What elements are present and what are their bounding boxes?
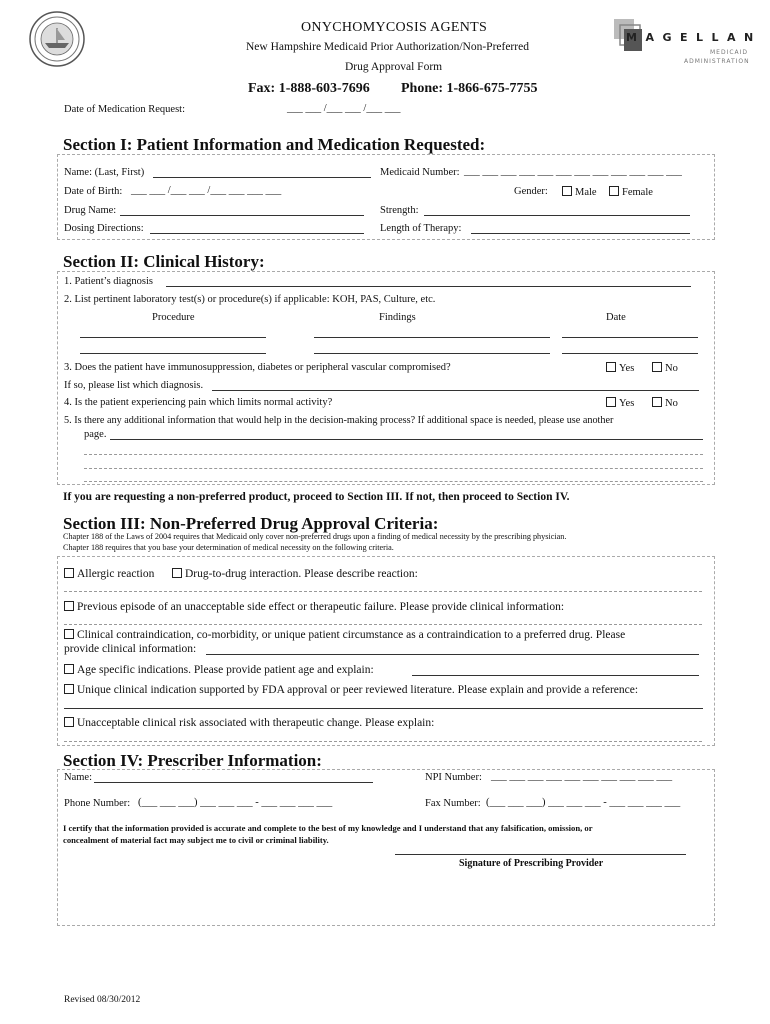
criterion-contraindication[interactable]: Clinical contraindication, co-morbidity, or unique patient circumstance as a contraindication to a preferred drug. Please — [64, 629, 625, 642]
revised-date: Revised 08/30/2012 — [64, 995, 141, 1005]
magellan-logo — [614, 19, 762, 71]
section-3-intro-1: Chapter 188 of the Laws of 2004 requires that Medicaid only cover non-preferred drugs upon a finding of medical necessity by the prescribing physician. — [63, 532, 567, 541]
contraindication-checkbox[interactable] — [64, 629, 74, 639]
q5-field-1[interactable] — [110, 439, 703, 440]
prescriber-fax-label: Fax Number: — [425, 798, 481, 809]
dosing-field[interactable] — [150, 233, 364, 234]
medicaid-number-label: Medicaid Number: — [380, 167, 460, 178]
npi-field[interactable]: ___ ___ ___ ___ ___ ___ ___ ___ ___ ___ — [491, 771, 673, 782]
form-subtitle: New Hampshire Medicaid Prior Authorization/Non-Preferred — [246, 41, 529, 53]
gender-male[interactable]: Male — [562, 186, 597, 199]
q5-page: page. — [84, 429, 107, 440]
age-checkbox[interactable] — [64, 664, 74, 674]
side-effect-checkbox[interactable] — [64, 601, 74, 611]
section-1-title: Section I: Patient Information and Medication Requested: — [63, 135, 486, 154]
clinical-risk-checkbox[interactable] — [64, 717, 74, 727]
criterion-drug-interaction[interactable]: Drug-to-drug interaction. Please describe reaction: — [172, 568, 418, 581]
section-3-title: Section III: Non-Preferred Drug Approval Criteria: — [63, 514, 439, 533]
q4-no[interactable]: No — [652, 397, 678, 410]
prescriber-phone-label: Phone Number: — [64, 798, 131, 809]
col-date: Date — [606, 312, 626, 323]
criterion-2-field[interactable] — [64, 624, 702, 625]
gender-female[interactable]: Female — [609, 186, 653, 199]
allergic-checkbox[interactable] — [64, 568, 74, 578]
logo-wordmark: MAGELLAN — [626, 31, 762, 44]
length-field[interactable] — [471, 233, 690, 234]
procedure-field-1[interactable] — [80, 337, 266, 338]
section-2-title: Section II: Clinical History: — [63, 252, 265, 271]
fax-number: Fax: 1-888-603-7696 — [248, 81, 370, 96]
prescriber-phone-field[interactable]: (___ ___ ___) ___ ___ ___ - ___ ___ ___ ___ — [138, 797, 333, 808]
q4-no-checkbox[interactable] — [652, 397, 662, 407]
date-field-2[interactable] — [562, 353, 698, 354]
section-3-instruction: If you are requesting a non-preferred product, proceed to Section III. If not, then proceed to Section IV. — [63, 491, 570, 503]
patient-name-field[interactable] — [153, 177, 371, 178]
form-title: ONYCHOMYCOSIS AGENTS — [301, 20, 488, 35]
q3-diagnosis-field[interactable] — [212, 390, 699, 391]
medicaid-number-field[interactable]: ___ ___ ___ ___ ___ ___ ___ ___ ___ ___ ___ ___ — [464, 166, 682, 177]
diagnosis-field[interactable] — [166, 286, 691, 287]
female-checkbox[interactable] — [609, 186, 619, 196]
procedure-field-2[interactable] — [80, 353, 266, 354]
date-field-1[interactable] — [562, 337, 698, 338]
criterion-4-field[interactable] — [412, 675, 699, 676]
logo-sub-2: ADMINISTRATION — [684, 58, 750, 65]
npi-label: NPI Number: — [425, 772, 482, 783]
logo-sub-1: MEDICAID — [710, 49, 749, 56]
q3-followup: If so, please list which diagnosis. — [64, 380, 204, 391]
q5-field-4[interactable] — [84, 481, 703, 482]
q4-yes[interactable]: Yes — [606, 397, 634, 410]
q5-field-2[interactable] — [84, 454, 703, 455]
criterion-fda[interactable]: Unique clinical indication supported by FDA approval or peer reviewed literature. Please explain and provide a reference: — [64, 684, 638, 697]
criterion-5-field[interactable] — [64, 708, 703, 709]
findings-field-2[interactable] — [314, 353, 550, 354]
date-request-label: Date of Medication Request: — [64, 104, 186, 115]
dosing-label: Dosing Directions: — [64, 223, 144, 234]
dob-label: Date of Birth: — [64, 186, 123, 197]
q3-no-checkbox[interactable] — [652, 362, 662, 372]
patient-name-label: Name: (Last, First) — [64, 167, 145, 178]
fda-checkbox[interactable] — [64, 684, 74, 694]
drug-name-label: Drug Name: — [64, 205, 117, 216]
form-subtitle-2: Drug Approval Form — [345, 61, 443, 73]
drug-interaction-checkbox[interactable] — [172, 568, 182, 578]
dob-field[interactable]: ___ ___ /___ ___ /___ ___ ___ ___ — [131, 185, 282, 196]
col-procedure: Procedure — [152, 312, 195, 323]
col-findings: Findings — [379, 312, 416, 323]
section-3-intro-2: Chapter 188 requires that you base your determination of medical necessity on the following criteria. — [63, 543, 394, 552]
q4-pain: 4. Is the patient experiencing pain which limits normal activity? — [64, 397, 333, 408]
signature-field[interactable] — [395, 854, 686, 855]
state-seal — [28, 10, 86, 68]
criterion-side-effect[interactable]: Previous episode of an unacceptable side effect or therapeutic failure. Please provide clinical information: — [64, 601, 564, 614]
drug-name-field[interactable] — [120, 215, 364, 216]
criterion-6-field[interactable] — [64, 741, 702, 742]
findings-field-1[interactable] — [314, 337, 550, 338]
prescriber-fax-field[interactable]: (___ ___ ___) ___ ___ ___ - ___ ___ ___ ___ — [486, 797, 681, 808]
section-4-title: Section IV: Prescriber Information: — [63, 751, 322, 770]
date-request-field[interactable]: ___ ___ /___ ___ /___ ___ — [287, 103, 401, 114]
criterion-clinical-risk[interactable]: Unacceptable clinical risk associated with therapeutic change. Please explain: — [64, 717, 434, 730]
q3-immunosuppression: 3. Does the patient have immunosuppression, diabetes or peripheral vascular compromised? — [64, 362, 451, 373]
signature-label: Signature of Prescribing Provider — [459, 858, 604, 869]
criterion-1-field[interactable] — [64, 591, 702, 592]
q5-field-3[interactable] — [84, 468, 703, 469]
prescriber-name-field[interactable] — [94, 782, 373, 783]
certification-1: I certify that the information provided is accurate and complete to the best of my knowledge and I understand that any falsification, omission, or — [63, 823, 593, 833]
criterion-3-field[interactable] — [206, 654, 699, 655]
criterion-contraindication-2: provide clinical information: — [64, 643, 197, 655]
q2-lab-tests: 2. List pertinent laboratory test(s) or procedure(s) if applicable: KOH, PAS, Culture, etc. — [64, 294, 436, 305]
certification-2: concealment of material fact may subject me to civil or criminal liability. — [63, 835, 329, 845]
q5-additional-info: 5. Is there any additional information that would help in the decision-making process? If additional space is needed, please use another — [64, 415, 614, 426]
q3-yes[interactable]: Yes — [606, 362, 634, 375]
male-checkbox[interactable] — [562, 186, 572, 196]
q4-yes-checkbox[interactable] — [606, 397, 616, 407]
q3-yes-checkbox[interactable] — [606, 362, 616, 372]
prescriber-name-label: Name: — [64, 772, 92, 783]
phone-number: Phone: 1-866-675-7755 — [401, 81, 538, 96]
section-4-frame — [57, 769, 715, 926]
q1-diagnosis: 1. Patient’s diagnosis — [64, 276, 153, 287]
q3-no[interactable]: No — [652, 362, 678, 375]
criterion-age[interactable]: Age specific indications. Please provide patient age and explain: — [64, 664, 374, 677]
criterion-allergic[interactable]: Allergic reaction — [64, 568, 154, 581]
strength-label: Strength: — [380, 205, 419, 216]
gender-label: Gender: — [514, 186, 548, 197]
strength-field[interactable] — [424, 215, 690, 216]
length-label: Length of Therapy: — [380, 223, 462, 234]
